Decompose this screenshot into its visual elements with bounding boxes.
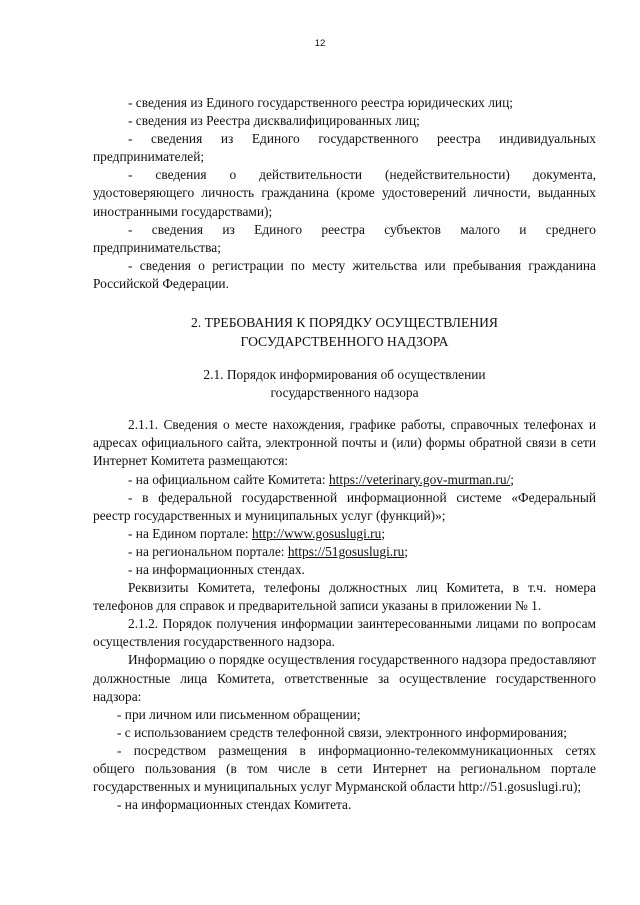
list-item-method-network: - посредством размещения в информационно-телекоммуникационных сетях общего пользования (в том числе в сети Интернет на региональном портале государственных и муниципальных услуг Мурманской области http://51.gosuslugi.ru);: [93, 742, 596, 795]
paragraph-2-1-2: 2.1.2. Порядок получения информации заинтересованными лицами по вопросам осуществления государственного надзора.: [93, 616, 596, 650]
subsection-title-line: 2.1. Порядок информирования об осуществлении: [203, 367, 486, 383]
list-item: - сведения о регистрации по месту жительства или пребывания гражданина Российской Федерации.: [93, 257, 596, 291]
official-site-link[interactable]: https://veterinary.gov-murman.ru/: [328, 471, 511, 487]
regional-portal-link[interactable]: https://51gosuslugi.ru: [287, 543, 405, 559]
page-number: 12: [314, 38, 326, 49]
list-item-method-stands: - на информационных стендах Комитета.: [117, 797, 352, 813]
list-item: - сведения о действительности (недействительности) документа, удостоверяющего личность гражданина (кроме удостоверений личности, выданных иностранными государствами);: [93, 167, 596, 219]
subsection-title: [93, 366, 596, 402]
list-item-federal-system: - в федеральной государственной информационной системе «Федеральный реестр государственных и муниципальных услуг (функций)»;: [93, 489, 596, 523]
list-item-single-portal: [93, 525, 596, 543]
list-item-text: - на официальном сайте Комитета:: [128, 471, 329, 487]
list-item: - сведения из Единого государственного реестра юридических лиц;: [128, 95, 513, 110]
list-item: - сведения из Единого реестра субъектов малого и среднего предпринимательства;: [93, 221, 596, 255]
list-item-text: - на Едином портале:: [128, 525, 253, 541]
list-item-text: ;: [381, 525, 386, 541]
list-item: - сведения из Реестра дисквалифицированных лиц;: [128, 113, 420, 129]
paragraph-info-provided: Информацию о порядке осуществления государственного надзора предоставляют должностные лица Комитета, ответственные за осуществление государственного надзора:: [93, 652, 596, 704]
list-item-text: - на региональном портале:: [128, 543, 288, 559]
paragraph-requisites: Реквизиты Комитета, телефоны должностных лиц Комитета, в т.ч. номера телефонов для справок и предварительной записи указаны в приложении № 1.: [93, 580, 596, 614]
list-item-method-personal: - при личном или письменном обращении;: [117, 706, 361, 722]
document-body: [93, 94, 596, 814]
section-title-line: ГОСУДАРСТВЕННОГО НАДЗОРА: [240, 334, 449, 350]
subsection-title-line: государственного надзора: [270, 385, 419, 401]
paragraph-2-1-1: 2.1.1. Сведения о месте нахождения, графике работы, справочных телефонах и адресах официального сайта, электронной почты и (или) формы обратной связи в сети Интернет Комитета размещаются:: [93, 417, 596, 469]
list-item: - сведения из Единого государственного реестра индивидуальных предпринимателей;: [93, 131, 596, 165]
list-item-regional-portal: [93, 543, 596, 561]
single-portal-link[interactable]: http://www.gosuslugi.ru: [252, 525, 382, 541]
section-title-line: 2. ТРЕБОВАНИЯ К ПОРЯДКУ ОСУЩЕСТВЛЕНИЯ: [190, 315, 499, 331]
list-item-info-stands: - на информационных стендах.: [128, 561, 305, 577]
list-item-text: ;: [404, 543, 409, 559]
list-item-official-site: [93, 471, 596, 489]
list-item-method-phone: - с использованием средств телефонной связи, электронного информирования;: [117, 724, 567, 740]
section-title: [93, 313, 596, 351]
list-item-text: ;: [510, 471, 515, 487]
